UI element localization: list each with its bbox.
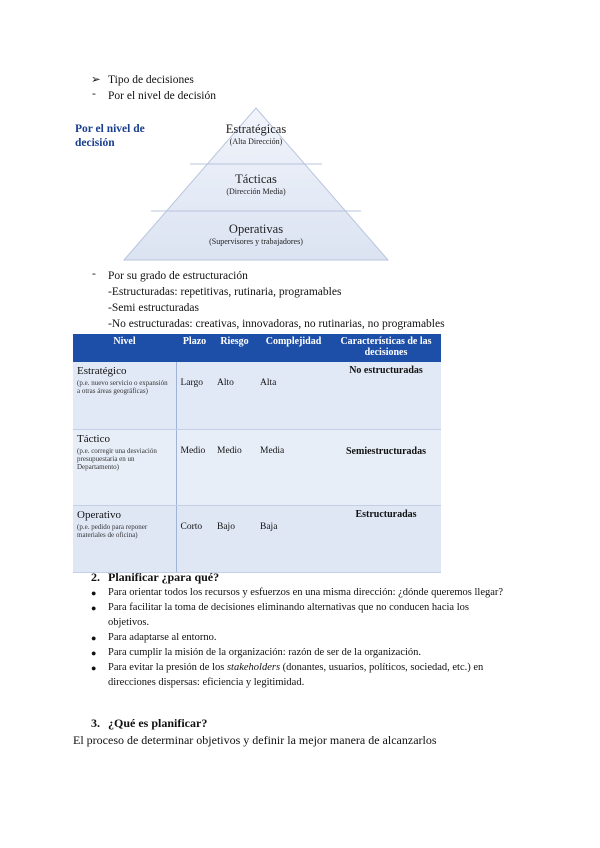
level-example: (p.e. pedido para reponer materiales de oficina) (77, 523, 148, 539)
arrow-bullet-icon: ➢ (91, 74, 101, 86)
plazo-cell: Largo (176, 362, 213, 430)
table-row (73, 362, 441, 430)
level-example: (p.e. corregir una desviación presupuestaria en un Departamento) (77, 447, 157, 471)
list-item-text: (donantes, usuarios, políticos, sociedad, etc.) en direcciones dispersas: eficiencia y legitimidad. (108, 662, 484, 688)
bullet-dot-icon: ● (91, 603, 97, 613)
level-name: Operativo (77, 509, 121, 521)
table-header: Plazo (176, 334, 213, 362)
complejidad-cell: Media (256, 430, 331, 506)
section-3-text: El proceso de determinar objetivos y definir la mejor manera de alcanzarlos (73, 733, 437, 747)
level-cell (73, 362, 176, 430)
plazo-cell: Medio (176, 430, 213, 506)
table-header: Nivel (73, 334, 176, 362)
complejidad-cell: Alta (256, 362, 331, 430)
pyramid-level-subtitle: (Alta Dirección) (229, 137, 283, 146)
complejidad-cell: Baja (256, 506, 331, 573)
table-row (73, 506, 441, 573)
pyramid-level-title: Operativas (228, 222, 284, 236)
pyramid-level-subtitle: (Dirección Media) (226, 187, 286, 196)
estructura-line: -No estructuradas: creativas, innovadoras, no rutinarias, no programables (108, 318, 445, 330)
pyramid-level-title: Estratégicas (225, 122, 287, 136)
caracteristicas-cell: No estructuradas (331, 362, 441, 430)
dash-bullet: - (92, 268, 96, 280)
level-cell (73, 506, 176, 573)
pyramid-level-title: Tácticas (235, 172, 277, 186)
decision-levels-table (73, 334, 441, 573)
list-item-text: Para evitar la presión de los (108, 662, 227, 673)
list-item: Para facilitar la toma de decisiones eliminando alternativas que no conducen hacia los objetivos. (108, 602, 469, 628)
list-item: Para adaptarse al entorno. (108, 632, 217, 643)
table-header: Riesgo (213, 334, 256, 362)
level-cell (73, 430, 176, 506)
list-item: Para cumplir la misión de la organización: razón de ser de la organización. (108, 647, 422, 658)
riesgo-cell: Medio (213, 430, 256, 506)
bullet-dot-icon: ● (91, 648, 97, 658)
table-header: Complejidad (256, 334, 331, 362)
list-item (108, 660, 518, 690)
bullet-dot-icon: ● (91, 663, 97, 673)
dash-bullet: - (92, 88, 96, 100)
level-name: Estratégico (77, 365, 127, 377)
nivel-decision-label: Por el nivel de decisión (108, 90, 216, 102)
section-2-number: 2. (91, 570, 100, 584)
table-row (73, 430, 441, 506)
caracteristicas-cell: Semiestructuradas (331, 430, 441, 506)
section-3-title: ¿Qué es planificar? (108, 716, 208, 730)
list-item: Para orientar todos los recursos y esfuerzos en una misma dirección: ¿dónde queremos llegar? (108, 587, 504, 598)
caracteristicas-cell: Estructuradas (331, 506, 441, 573)
section-3-number: 3. (91, 716, 100, 730)
stakeholders-emphasis: stakeholders (226, 662, 281, 673)
tipo-decisiones-label: Tipo de decisiones (108, 74, 194, 86)
section-2-title: Planificar ¿para qué? (108, 570, 220, 584)
estructura-line: -Estructuradas: repetitivas, rutinaria, programables (108, 286, 342, 298)
bullet-dot-icon: ● (91, 633, 97, 643)
bullet-dot-icon: ● (91, 588, 97, 598)
pyramid-side-title: Por el nivel de decisión (75, 123, 145, 149)
level-name: Táctico (77, 433, 110, 445)
riesgo-cell: Bajo (213, 506, 256, 573)
pyramid-level-subtitle: (Supervisores y trabajadores) (209, 237, 303, 246)
table-header: Características de las decisiones (331, 334, 441, 362)
riesgo-cell: Alto (213, 362, 256, 430)
decision-pyramid (120, 106, 392, 262)
estructuracion-label: Por su grado de estructuración (108, 270, 248, 282)
table-header-row (73, 334, 441, 362)
estructura-line: -Semi estructuradas (108, 302, 200, 314)
level-example: (p.e. nuevo servicio o expansión a otras áreas geográficas) (77, 379, 168, 395)
plazo-cell: Corto (176, 506, 213, 573)
